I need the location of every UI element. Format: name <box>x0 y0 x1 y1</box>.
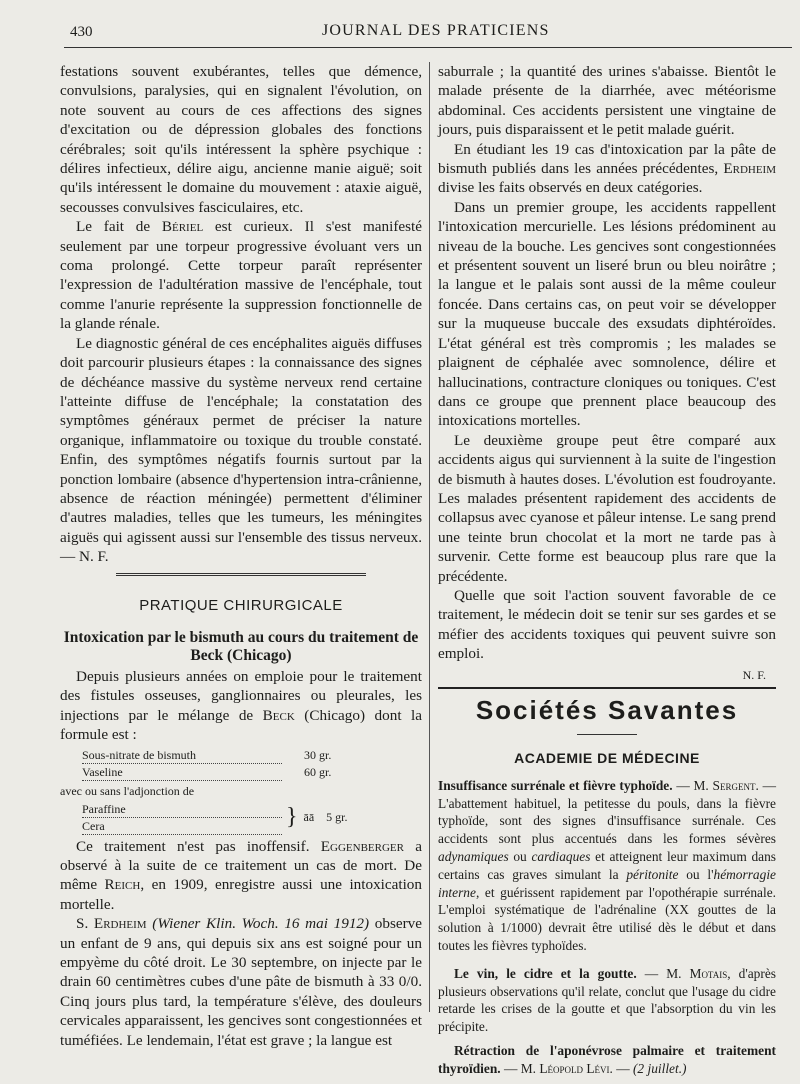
brace: } <box>286 804 298 831</box>
entry: Rétraction de l'aponévrose palmaire et traitement thyroïdien. — M. Léopold Lévi. — (2 juillet.) <box>438 1042 776 1076</box>
journal-title: JOURNAL DES PRATICIENS <box>322 22 550 39</box>
paragraph: En étudiant les 19 cas d'intoxication par la pâte de bismuth publiés dans les années précédentes, Erdheim divise les faits observés en deux catégories. <box>438 140 776 197</box>
section-title: Sociétés Savantes <box>475 695 739 725</box>
author-name: Erdheim <box>723 160 776 178</box>
paragraph: saburrale ; la quantité des urines s'abaisse. Bientôt le malade présente de la diarrhée, avec météorisme abdominal. Ces accidents persistent une vingtaine de jours, puis disparaissent et le petit malade guérit. <box>438 63 776 139</box>
signature: N. F. <box>742 667 766 682</box>
entry-title: Le vin, le cidre et la goutte. <box>454 965 637 981</box>
paragraph: Dans un premier groupe, les accidents rappellent l'intoxication mercurielle. Les lésions prédominent au niveau de la bouche. Les gencives sont congestionnées et présentent souvent un liseré brun ou bleu noirâtre ; la langue et le palais sont aussi de la même couleur foncée. Dans certains cas, on peut voir se développer sur la muqueuse buccale des exsudats diphtéroïdes. L'état général est très compromis ; les malades se plaignent de céphalée avec somnolence, délire et hallucinations, contracture cloniques ou toniques. C'est dans ce groupe que prennent place beaucoup des intoxications mortelles. <box>438 198 776 430</box>
formula-label: Cera <box>82 817 282 834</box>
entry: Insuffisance surrénale et fièvre typhoïde. — M. Sergent. — L'abattement habituel, la petitesse du pouls, dans la fièvre typhoïde, sont des signes d'insuffisance surrénale. Ces accidents sont plus accentués dans les formes sévères adynamiques ou cardiaques et atteignent leur maximum dans certains cas graves simulant la péritonite ou l'hémorragie interne, et guérissent rapidement par l'opothérapie surrénale. L'emploi systématique de l'adrénaline (XX gouttes de la solution à 1/1000) devrait être utilisé dès le début et dans toutes les fièvres typhoïdes. <box>438 777 776 953</box>
paragraph: Ce traitement n'est pas inoffensif. Eggenberger a observé à la suite de ce traitement un cas de mort. De même Reich, en 1909, enregistre aussi une intoxication mortelle. <box>60 837 423 913</box>
author-name: Reich <box>104 876 141 894</box>
author-name: Léopold Lévi <box>539 1060 610 1076</box>
paragraph: S. Erdheim (Wiener Klin. Woch. 16 mai 1912) observe un enfant de 9 ans, qui depuis six ans est soigné pour un empyème du côté droit. Le 30 septembre, on injecte par le drain 60 centimètres cubes d'une pâte de bismuth à 33 0/0. Cinq jours plus tard, la température s'élève, des douleurs cervicales apparaissent, les gencives sont congestionnées et tuméfiées. Le lendemain, l'état est grave ; la langue est <box>60 915 423 1049</box>
page-number: 430 <box>70 24 93 40</box>
formula-value: 30 gr. <box>304 747 332 762</box>
paragraph: Le diagnostic général de ces encéphalites aiguës diffuses doit parcourir plusieurs étapes : la connaissance des signes de déchéance massive du système nerveux rend certaine l'atteinte diffuse de l'encéphale; la constatation des symptômes généraux permet de préciser la nature organique, inflammatoire ou toxique du trouble constaté. Enfin, des symptômes négatifs fournis surtout par la ponction lombaire (absence d'hypertension intra-crânienne, absence de réaction méningée) permettent d'éliminer d'autres maladies, telles que les tumeurs, les méningites aiguës qui agissent aussi sur l'ensemble des tissus nerveux. — N. F. <box>60 334 422 566</box>
paragraph: festations souvent exubérantes, telles que démence, convulsions, paralysies, qui en signalent l'évolution, on note souvent au cours de ces affections des signes d'excitation ou de dépression globales des fonctions cérébrales; soit qu'ils intéressent la sphère psychique : délires infectieux, délire aigu, ancienne manie aiguë; soit qu'ils intéressent le domaine du mouvement : ataxie aiguë, secousses convulsives fasciculaires, etc. <box>60 63 422 216</box>
formula-table <box>82 801 348 835</box>
author-name: Erdheim <box>93 915 147 933</box>
formula-row <box>82 801 348 818</box>
author-name: Motais <box>689 965 728 981</box>
article-title: Intoxication par le bismuth au cours du traitement de Beck (Chicago) <box>63 628 419 664</box>
separator-rule <box>438 687 776 689</box>
entry-title: Rétraction de l'aponévrose palmaire et traitement thyroïdien. <box>438 1042 776 1076</box>
separator-rule <box>116 573 366 576</box>
entry: Le vin, le cidre et la goutte. — M. Motais, d'après plusieurs observations qu'il relate, conclut que l'usage du cidre retarde les crises de la goutte et que l'absorption du vin les précipite. <box>438 965 776 1035</box>
date: (2 juillet.) <box>632 1060 687 1076</box>
column-divider <box>429 62 430 1012</box>
subsection-title: ACADEMIE DE MÉDECINE <box>514 750 700 767</box>
formula-label: Paraffine <box>82 801 282 818</box>
formula-table <box>82 747 331 781</box>
paragraph: Le fait de Bériel est curieux. Il s'est manifesté seulement par une torpeur progressive évoluant vers un coma prolongé. Cette torpeur paraît représenter l'expression de l'adultération massive de l'encéphale, tout comme l'anurie représente la suppression fonctionnelle de la glande rénale. <box>60 218 423 333</box>
section-title: PRATIQUE CHIRURGICALE <box>139 596 343 614</box>
separator-rule <box>577 734 637 735</box>
entry-title: Insuffisance surrénale et fièvre typhoïde. <box>438 777 673 793</box>
formula-value: āā 5 gr. <box>303 810 348 825</box>
formula-value: 60 gr. <box>304 764 332 779</box>
right-column <box>438 62 776 1078</box>
author-name: Beck <box>262 706 295 724</box>
header-rule <box>64 47 792 48</box>
formula-row <box>82 763 331 780</box>
paragraph: Le deuxième groupe peut être comparé aux accidents aigus qui surviennent à la suite de l'ingestion de bismuth à hautes doses. L'évolution est foudroyante. Les malades présentent rapidement des accidents de collapsus avec cyanose et pâleur intense. Le sang prend une teinte brun chocolat et la mort ne tarde pas à survenir. Cette forme est beaucoup plus rare que la précédente. <box>438 431 776 585</box>
author-name: Bériel <box>161 218 204 236</box>
formula-row <box>82 747 331 764</box>
author-name: Eggenberger <box>320 837 404 855</box>
formula-label: Sous-nitrate de bismuth <box>82 747 282 764</box>
author-name: Sergent <box>712 777 756 793</box>
formula-note: avec ou sans l'adjonction de <box>60 783 195 798</box>
formula-label: Vaseline <box>82 763 282 780</box>
left-column <box>60 62 422 1050</box>
paragraph: Depuis plusieurs années on emploie pour le traitement des fistules osseuses, ganglionnaires ou pleurales, les injections par le mélange de Beck (Chicago) dont la formule est : <box>60 667 422 744</box>
page-header <box>0 20 800 50</box>
citation: (Wiener Klin. Woch. 16 mai 1912) <box>146 915 370 933</box>
paragraph: Quelle que soit l'action souvent favorable de ce traitement, le médecin doit se tenir sur ses gardes et se méfier des accidents toxiques qui peuvent suivre son emploi. <box>438 586 776 663</box>
